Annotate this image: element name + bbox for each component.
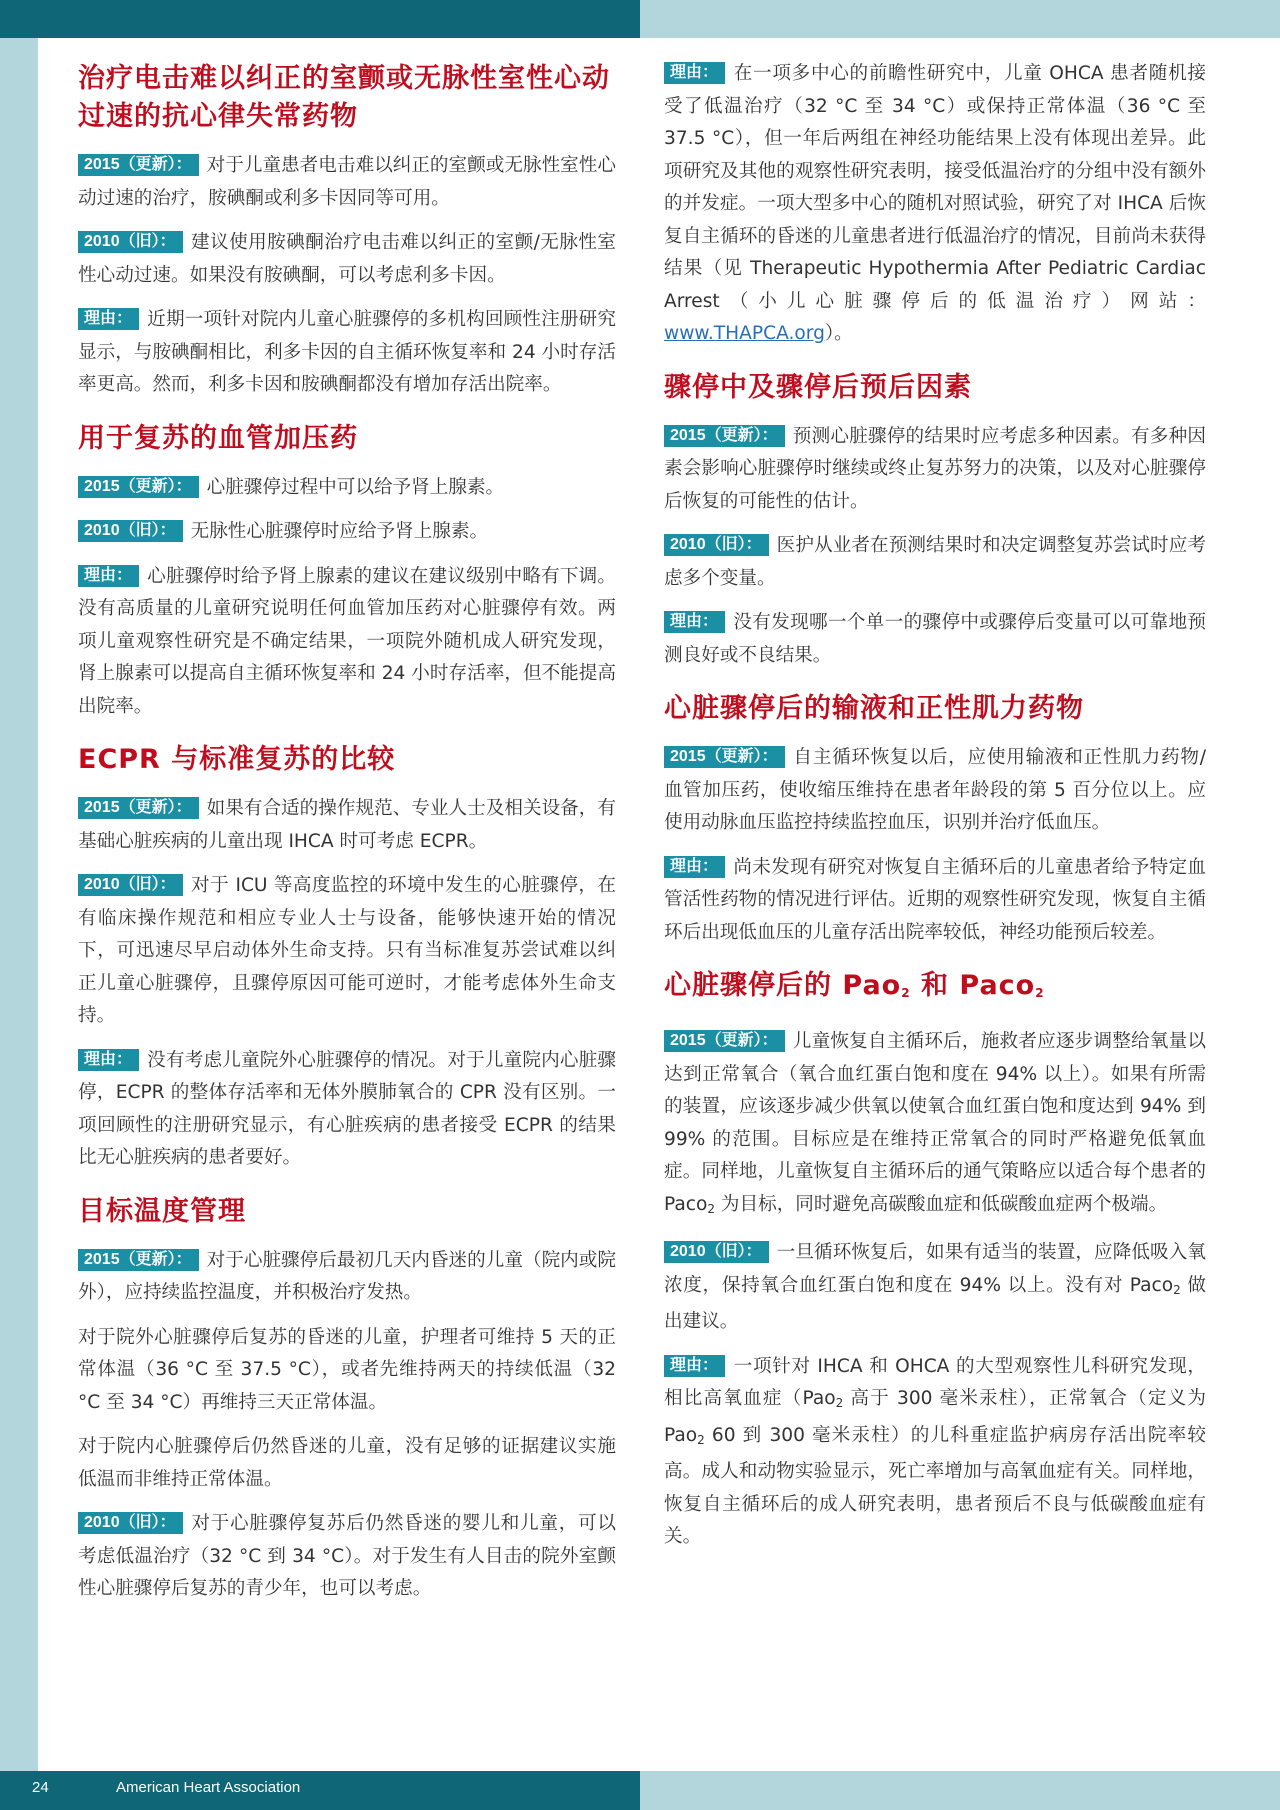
tag-reason: 理由： [78,1049,139,1071]
paragraph-reason: 理由： 一项针对 IHCA 和 OHCA 的大型观察性儿科研究发现，相比高氧血症（Pao$_2$ 高于 300 毫米汞柱），正常氧合（定义为 Pao$_2$ 60 到 300 毫米汞柱）的儿科重症监护病房存活出院率较高。成人和动物实验显示，死亡率增加与高氧血症有关。同样地，恢复自主循环后的成人研究表明，患者预后不良与低碳酸血症有关。 [664,1355,1207,1547]
section-title-fluids-inotropes: 心脏骤停后的输液和正性肌力药物 [664,693,1084,724]
paragraph-reason [78,1045,616,1175]
tag-2010: 2010（旧）： [78,520,183,542]
tag-2015: 2015（更新）： [664,425,785,447]
tag-2015: 2015（更新）： [664,746,785,768]
tag-2010: 2010（旧）： [78,231,183,253]
paragraph-text: 预测心脏骤停的结果时应考虑多种因素。有多种因素会影响心脏骤停时继续或终止复苏努力的决策，以及对心脏骤停后恢复的可能性的估计。 [664,425,1206,512]
paragraph-reason [78,561,616,724]
tag-2010: 2010（旧）： [664,534,769,556]
paragraph-text: 对于 ICU 等高度监控的环境中发生的心脏骤停，在有临床操作规范和相应专业人士与设备，能够快速开始的情况下，可迅速尽早启动体外生命支持。只有当标准复苏尝试难以纠正儿童心脏骤停，且骤停原因可能可逆时，才能考虑体外生命支持。 [78,875,616,1026]
tag-2015: 2015（更新）： [78,1249,199,1271]
section-title-temperature: 目标温度管理 [78,1195,246,1227]
footer-band-light [640,1771,1280,1810]
paragraph-text: 对于儿童患者电击难以纠正的室颤或无脉性室性心动过速的治疗，胺碘酮或利多卡因同等可用。 [78,155,616,209]
tag-reason: 理由： [664,1355,725,1377]
paragraph-text: 无脉性心脏骤停时应给予肾上腺素。 [190,521,489,542]
paragraph-text: 心脏骤停时给予肾上腺素的建议在建议级别中略有下调。没有高质量的儿童研究说明任何血管加压药对心脏骤停有效。两项儿童观察性研究是不确定结果，一项院外随机成人研究发现，肾上腺素可以提高自主循环恢复率和 24 小时存活率，但不能提高出院率。 [78,565,616,717]
section-title-antiarrhythmic: 治疗电击难以纠正的室颤或无脉性室性心动过速的抗心律失常药物 [78,63,610,132]
paragraph-2010 [78,1508,616,1606]
paragraph-2010: 2010（旧）： 一旦循环恢复后，如果有适当的装置，应降低吸入氧浓度，保持氧合血红蛋白饱和度在 94% 以上。没有对 Paco$_2$ 做出建议。 [664,1242,1206,1332]
paragraph-text: ）。 [824,323,853,344]
header-band-dark [0,0,640,38]
paragraph-2010 [78,516,616,549]
tag-2010: 2010（旧）： [78,1512,183,1534]
paragraph-2015 [664,742,1206,840]
left-column [78,58,616,1618]
paragraph-text: 尚未发现有研究对恢复自主循环后的儿童患者给予特定血管活性药物的情况进行评估。近期的观察性研究发现，恢复自主循环后出现低血压的儿童存活出院率较低，神经功能预后较差。 [664,856,1206,943]
paragraph-text: 建议使用胺碘酮治疗电击难以纠正的室颤/无脉性室性心动过速。如果没有胺碘酮，可以考虑利多卡因。 [78,232,616,286]
footer-organization: American Heart Association [116,1779,301,1796]
thapca-link[interactable]: www.THAPCA.org [664,323,825,344]
paragraph-2015 [78,1245,616,1310]
paragraph-in-hospital: 对于院内心脏骤停后仍然昏迷的儿童，没有足够的证据建议实施低温而非维持正常体温。 [78,1436,616,1490]
tag-reason: 理由： [664,611,725,633]
paragraph-text: 近期一项针对院内儿童心脏骤停的多机构回顾性注册研究显示，与胺碘酮相比，利多卡因的自主循环恢复率和 24 小时存活率更高。然而，利多卡因和胺碘酮都没有增加存活出院率。 [78,309,616,395]
paragraph-2015 [78,150,616,215]
tag-2010: 2010（旧）： [664,1241,769,1263]
paragraph-text: 在一项多中心的前瞻性研究中，儿童 OHCA 患者随机接受了低温治疗（32 °C 至 34 °C）或保持正常体温（36 °C 至 37.5 °C），但一年后两组在神经功能结果上没有体现出差异。此项研究及其他的观察性研究表明，接受低温治疗的分组中没有额外的并发症。一项大型多中心的随机对照试验，研究了对 IHCA 后恢复自主循环的昏迷的儿童患者进行低温治疗的情况，目前尚未获得结果（见 Therapeutic Hypothermia After Pediatric Cardiac Arrest（小儿心脏骤停后的低温治疗）网站： [664,63,1206,312]
paragraph-2015 [78,472,616,505]
paragraph-reason [664,58,1206,351]
section-title-pao2-paco2: 心脏骤停后的 Pao$_2$ 和 Paco$_2$ [664,970,1045,1001]
tag-2015: 2015（更新）： [78,154,199,176]
paragraph-text: 没有考虑儿童院外心脏骤停的情况。对于儿童院内心脏骤停，ECPR 的整体存活率和无体外膜肺氧合的 CPR 没有区别。一项回顾性的注册研究显示，有心脏疾病的患者接受 ECPR 的结果比无心脏疾病的患者要好。 [78,1049,616,1168]
paragraph-text: 心脏骤停过程中可以给予肾上腺素。 [206,476,505,498]
tag-2010: 2010（旧）： [78,874,183,896]
left-margin-stripe [0,38,38,1771]
tag-reason: 理由： [78,565,139,587]
section-title-prognostic-factors: 骤停中及骤停后预后因素 [664,371,972,403]
tag-reason: 理由： [664,856,725,878]
paragraph-2015 [78,793,616,858]
tag-2015: 2015（更新）： [664,1030,785,1052]
paragraph-reason [664,607,1206,672]
paragraph-text: 如果有合适的操作规范、专业人士及相关设备，有基础心脏疾病的儿童出现 IHCA 时可考虑 ECPR。 [78,798,616,852]
paragraph-2010 [78,227,616,292]
right-column [664,58,1206,1566]
paragraph-2010 [78,870,616,1033]
tag-2015: 2015（更新）： [78,797,199,819]
paragraph-text: 对于心脏骤停后最初几天内昏迷的儿童（院内或院外），应持续监控温度，并积极治疗发热。 [78,1249,616,1303]
tag-reason: 理由： [78,308,139,330]
paragraph-text: 自主循环恢复以后，应使用输液和正性肌力药物/血管加压药，使收缩压维持在患者年龄段的第 5 百分位以上。应使用动脉血压监控持续监控血压，识别并治疗低血压。 [664,747,1206,833]
paragraph-text: 对于心脏骤停复苏后仍然昏迷的婴儿和儿童，可以考虑低温治疗（32 °C 到 34 °C）。对于发生有人目击的院外室颤性心脏骤停后复苏的青少年，也可以考虑。 [78,1513,616,1599]
tag-reason: 理由： [664,62,725,84]
section-title-vasopressors: 用于复苏的血管加压药 [78,422,358,454]
page-number: 24 [32,1779,49,1796]
paragraph-2015 [664,421,1206,519]
tag-2015: 2015（更新）： [78,476,199,498]
paragraph-2010 [664,530,1206,595]
paragraph-text: 医护从业者在预测结果时和决定调整复苏尝试时应考虑多个变量。 [664,535,1206,589]
footer-band-dark [0,1771,640,1810]
paragraph-reason [78,304,616,402]
paragraph-text: 没有发现哪一个单一的骤停中或骤停后变量可以可靠地预测良好或不良结果。 [664,612,1206,666]
paragraph-out-of-hospital: 对于院外心脏骤停后复苏的昏迷的儿童，护理者可维持 5 天的正常体温（36 °C 至 37.5 °C），或者先维持两天的持续低温（32 °C 至 34 °C）再维持三天正常体温。 [78,1326,616,1413]
section-title-ecpr: ECPR 与标准复苏的比较 [78,744,396,775]
paragraph-2015: 2015（更新）： 儿童恢复自主循环后，施救者应逐步调整给氧量以达到正常氧合（氧合血红蛋白饱和度在 94% 以上）。如果有所需的装置，应该逐步减少供氧以使氧合血红蛋白饱和度达到 94% 到 99% 的范围。目标应是在维持正常氧合的同时严格避免低氧血症。同样地，儿童恢复自主循环后的通气策略应以适合每个患者的 Paco$_2$ 为目标，同时避免高碳酸血症和低碳酸血症两个极端。 [664,1031,1206,1216]
header-band-light [640,0,1280,38]
paragraph-reason [664,852,1206,950]
